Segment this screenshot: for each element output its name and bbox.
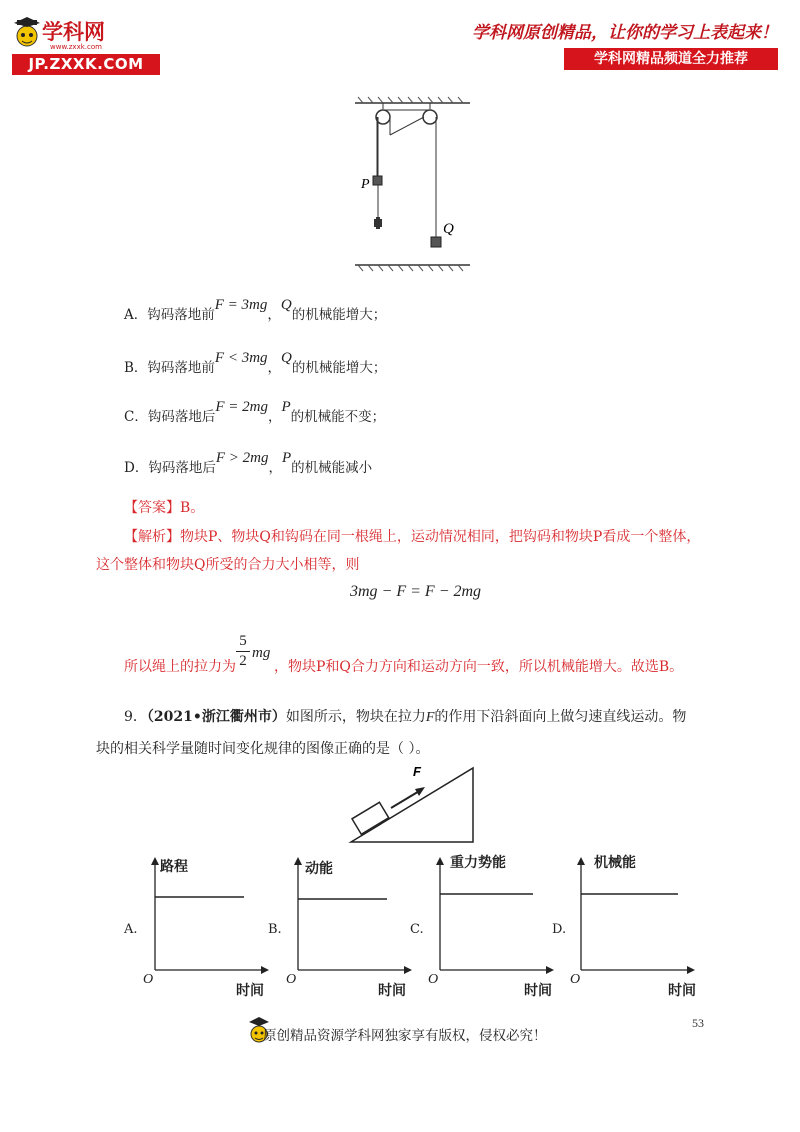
graph-b[interactable] [283, 855, 413, 995]
option-d-tail: 的机械能减小 [291, 460, 373, 476]
graph-d-ylabel: 机械能 [594, 855, 636, 871]
option-c-tail: 的机械能不变； [290, 409, 386, 425]
graph-c-origin: O [428, 972, 439, 987]
graph-c[interactable] [425, 855, 555, 995]
label-q: Q [443, 221, 454, 237]
incline-diagram [345, 760, 480, 850]
force-label: F [413, 764, 421, 779]
fraction-tail: mg [252, 645, 271, 661]
option-b-var: Q [281, 350, 292, 366]
question-text-a: 如图所示，物块在拉力 [285, 709, 426, 725]
question-9-line-2: 块的相关科学量随时间变化规律的图像正确的是（ ）。 [96, 741, 430, 757]
graph-c-xlabel: 时间 [524, 983, 552, 999]
fraction-numerator: 5 [239, 633, 247, 649]
logo-url-bar: JP.ZXXK.COM [12, 54, 160, 75]
fraction-bar [236, 651, 250, 652]
option-d-formula: F > 2mg [215, 450, 269, 466]
analysis-equation: 3mg − F = F − 2mg [350, 583, 482, 600]
graph-b-letter: B. [268, 922, 282, 937]
graph-d-letter: D. [552, 922, 567, 937]
option-d[interactable] [124, 450, 373, 477]
graph-c-letter: C. [410, 922, 424, 937]
option-a-var: Q [280, 297, 292, 313]
page-number: 53 [692, 1016, 704, 1030]
question-source: （2021•浙江衢州市） [146, 709, 286, 725]
question-number: 9． [124, 709, 147, 725]
mascot-icon [12, 14, 42, 54]
graph-a-ylabel: 路程 [160, 859, 188, 875]
option-c-formula: F = 2mg [215, 399, 268, 415]
graph-a[interactable] [140, 855, 270, 995]
label-p: P [361, 177, 370, 192]
option-d-sep: ， [268, 460, 282, 476]
option-a-tail: 的机械能增大； [291, 307, 387, 323]
option-c[interactable] [124, 399, 386, 426]
option-c-text: C．钩码落地后 [124, 409, 216, 425]
graph-a-letter: A. [124, 922, 138, 937]
analysis-line-3-post: ，物块P和Q合力方向和运动方向一致，所以机械能增大。故选B。 [274, 659, 684, 675]
option-a-sep: ， [267, 307, 281, 323]
option-b-sep: ， [267, 360, 282, 376]
answer-text: 【答案】B。 [124, 500, 205, 516]
question-text-b: 的作用下沿斜面向上做匀速直线运动。物 [434, 709, 687, 725]
graph-d-origin: O [570, 972, 581, 987]
option-d-text: D．钩码落地后 [124, 460, 216, 476]
graph-d-xlabel: 时间 [668, 983, 696, 999]
graph-b-ylabel: 动能 [305, 861, 333, 877]
graph-a-origin: O [143, 972, 154, 987]
option-c-sep: ， [267, 409, 282, 425]
question-force-var: F [425, 710, 435, 725]
option-a-text: A．钩码落地前 [124, 307, 215, 323]
header-slogan: 学科网原创精品，让你的学习上表起来！ [472, 23, 778, 43]
site-logo [12, 14, 160, 74]
logo-subtext: www.zxxk.com [50, 43, 102, 51]
option-b-text: B．钩码落地前 [124, 360, 215, 376]
analysis-line-2: 这个整体和物块Q所受的合力大小相等，则 [96, 557, 360, 573]
option-a-formula: F = 3mg [214, 297, 268, 313]
question-9-line-1 [124, 706, 686, 726]
option-c-var: P [281, 399, 291, 415]
fraction [236, 633, 250, 670]
graph-b-xlabel: 时间 [378, 983, 406, 999]
graph-a-xlabel: 时间 [236, 983, 264, 999]
pulley-diagram [350, 95, 475, 275]
graph-d[interactable] [566, 855, 696, 995]
logo-text: 学科网 [42, 20, 105, 44]
option-b[interactable] [124, 350, 387, 377]
option-b-tail: 的机械能增大； [291, 360, 387, 376]
option-a[interactable] [124, 297, 387, 324]
graph-b-origin: O [286, 972, 297, 987]
analysis-line-3-pre: 所以绳上的拉力为 [124, 659, 236, 675]
analysis-line-1: 【解析】物块P、物块Q和钩码在同一根绳上，运动情况相同，把钩码和物块P看成一个整体， [124, 529, 701, 545]
fraction-denominator: 2 [239, 653, 247, 669]
option-b-formula: F < 3mg [214, 350, 268, 366]
header-slogan-bar: 学科网精品频道全力推荐 [564, 48, 778, 70]
option-d-var: P [281, 450, 292, 466]
graph-c-ylabel: 重力势能 [450, 855, 506, 871]
footer-copyright: 原创精品资源学科网独家享有版权，侵权必究！ [263, 1028, 547, 1044]
